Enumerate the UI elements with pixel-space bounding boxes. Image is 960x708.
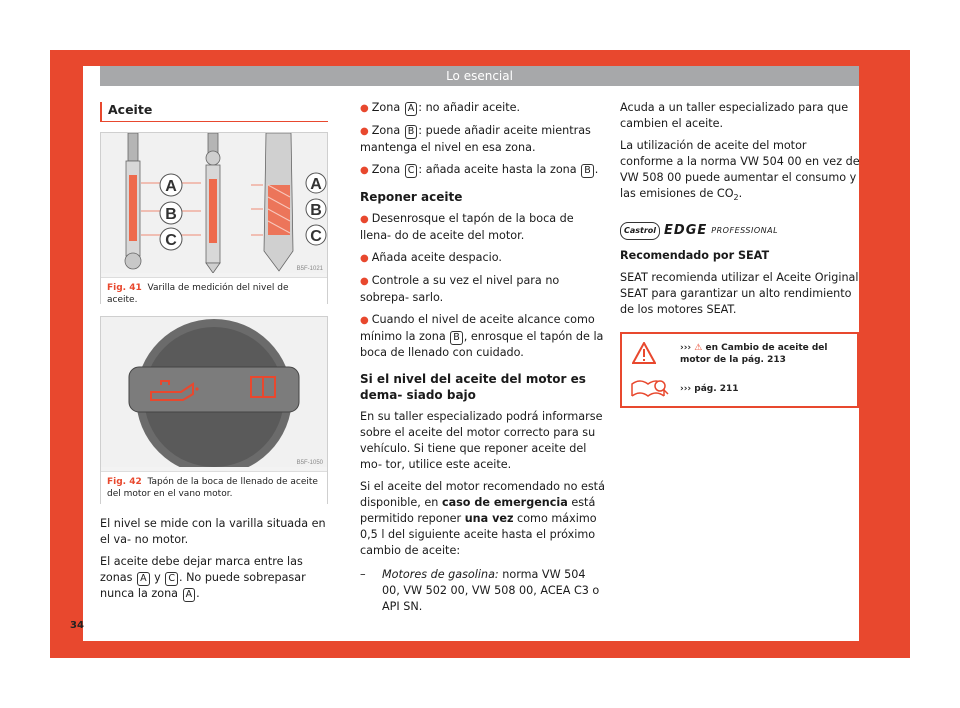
d2-c: está permitido reponer	[360, 496, 596, 525]
fig41-number: Fig. 41	[107, 283, 142, 293]
d2-e: como máximo 0,5 l del siguiente aceite hasta el próximo cambio de aceite:	[360, 512, 597, 557]
right-p2-a: La utilización de aceite del motor conforme a la norma VW 504 00 en vez de VW 508 00 puede aumentar el consumo y las emisiones de CO	[620, 139, 860, 200]
zone-c-text: : añada aceite hasta la zona	[418, 163, 577, 176]
book-magnifier-icon	[630, 378, 670, 400]
castrol-logo	[620, 222, 860, 240]
right-column	[620, 100, 860, 324]
reponer-title: Reponer aceite	[360, 190, 463, 204]
zone-word-1: Zona	[371, 101, 401, 114]
header-title: Lo esencial	[446, 69, 513, 83]
demasiado-bajo-p1: En su taller especializado podrá informarse sobre el aceite del motor correcto para su vehículo. Si tiene que reponer aceite del mo- tor, utilice este aceite.	[360, 410, 603, 471]
fig41-caption-text: Varilla de medición del nivel de aceite.	[107, 283, 289, 305]
right-p2-sub: 2	[733, 193, 739, 203]
right-p1: Acuda a un taller especializado para que cambien el aceite.	[620, 101, 849, 130]
left-p1: El nivel se mide con la varilla situada en el va- no motor.	[100, 517, 326, 546]
reponer-text-4a: Cuando el nivel de aceite alcance como mínimo la zona	[360, 313, 595, 343]
zone-b-text: : puede añadir aceite mientras mantenga el nivel en esa zona.	[360, 124, 591, 154]
zone-b-tag-2: B	[581, 164, 594, 178]
zone-a-item: ● Zona A : no añadir aceite.	[360, 101, 521, 114]
professional-text: PROFESSIONAL	[711, 226, 779, 236]
zone-b-tag: B	[405, 125, 418, 139]
zone-a-tag: A	[405, 102, 418, 116]
fig41-label-c: C	[165, 232, 177, 249]
reference-box	[620, 332, 859, 408]
figure-41	[100, 132, 328, 304]
fig42-caption	[101, 471, 327, 504]
middle-column	[360, 100, 605, 615]
zone-word-3: Zona	[371, 163, 401, 176]
list-dash: –	[360, 568, 366, 581]
motor-rest: norma VW 504 00, VW 502 00, VW 508 00, ACEA C3 o API SN.	[382, 568, 600, 613]
zone-a-text: : no añadir aceite.	[418, 101, 521, 114]
reponer-item-3: ● Controle a su vez el nivel para no sobrepa- sarlo.	[360, 274, 560, 304]
motor-italic: Motores de gasolina:	[382, 568, 499, 581]
fig41-label-b2: B	[310, 202, 322, 219]
reponer-item-2: ● Añada aceite despacio.	[360, 251, 502, 264]
fig42-number: Fig. 42	[107, 477, 142, 487]
zone-c-item: ● Zona C : añada aceite hasta la zona B .	[360, 163, 599, 176]
zone-c-tag: C	[405, 164, 418, 178]
page-reference[interactable]: ››› pág. 211	[680, 384, 739, 394]
edge-text: EDGE	[664, 223, 708, 239]
warning-reference[interactable]	[680, 342, 855, 366]
left-p2-b: y	[154, 571, 161, 584]
zone-a-box-2: A	[183, 588, 196, 602]
castrol-text: Castrol	[620, 222, 660, 240]
demasiado-bajo-p2	[360, 479, 605, 559]
zone-c-end: .	[594, 163, 599, 176]
fig41-caption	[101, 277, 327, 310]
figure-42	[100, 316, 328, 504]
motor-list-item	[360, 567, 605, 615]
header-bar	[100, 66, 859, 86]
demasiado-bajo-title: Si el nivel del aceite del motor es dema- siado bajo	[360, 372, 586, 402]
left-p2-c: . No puede sobrepasar nunca la zona	[100, 571, 306, 600]
warning-text: en Cambio de aceite del motor de la pág. 213	[680, 343, 828, 365]
d2-b: caso de emergencia	[441, 496, 568, 509]
fig41-label-a: A	[165, 178, 177, 195]
warning-arrows: ›››	[680, 343, 692, 353]
fig41-code: B5F-1021	[296, 266, 323, 272]
reponer-item-1: ● Desenrosque el tapón de la boca de llena- do de aceite del motor.	[360, 212, 574, 242]
zone-word-2: Zona	[371, 124, 401, 137]
d2-a: Si el aceite del motor recomendado no está disponible, en	[360, 480, 605, 509]
reponer-text-4b: , enrosque el tapón de la boca de llenado con cuidado.	[360, 330, 604, 359]
fig41-label-c2: C	[310, 228, 322, 245]
rec-text: SEAT recomienda utilizar el Aceite Original SEAT para garantizar un alto rendimiento de los motores SEAT.	[620, 271, 859, 317]
section-title-aceite: Aceite	[100, 102, 328, 122]
left-p2	[100, 554, 332, 602]
page-number: 34	[70, 620, 84, 631]
warning-triangle-icon	[632, 342, 656, 364]
reponer-text-2: Añada aceite despacio.	[371, 251, 502, 264]
fig42-caption-text: Tapón de la boca de llenado de aceite del motor en el vano motor.	[107, 477, 318, 499]
fig41-label-a2: A	[310, 176, 322, 193]
zone-c-box: C	[165, 572, 178, 586]
right-p2-b: .	[738, 187, 743, 200]
warning-inline-icon: ⚠	[694, 343, 703, 353]
d2-d: una vez	[464, 512, 514, 525]
reponer-text-3: Controle a su vez el nivel para no sobrepa- sarlo.	[360, 274, 560, 304]
reponer-item-4: ● Cuando el nivel de aceite alcance como mínimo la zona B , enrosque el tapón de la boca de llenado con cuidado.	[360, 313, 604, 359]
zone-b-item: ● Zona B : puede añadir aceite mientras mantenga el nivel en esa zona.	[360, 124, 591, 154]
oil-cap-illustration	[101, 317, 327, 467]
left-text	[100, 516, 332, 608]
left-p2-a: El aceite debe dejar marca entre las zonas	[100, 555, 303, 584]
fig41-label-b: B	[165, 206, 177, 223]
right-p2	[620, 138, 860, 206]
left-p2-d: .	[196, 587, 200, 600]
reponer-text-1: Desenrosque el tapón de la boca de llena- do de aceite del motor.	[360, 212, 574, 242]
zone-a-box: A	[137, 572, 150, 586]
rec-title: Recomendado por SEAT	[620, 249, 770, 263]
zone-b-tag-3: B	[450, 331, 463, 345]
fig42-code: B5F-1050	[296, 460, 323, 466]
dipstick-illustration	[101, 133, 327, 273]
motor-text	[382, 567, 605, 615]
